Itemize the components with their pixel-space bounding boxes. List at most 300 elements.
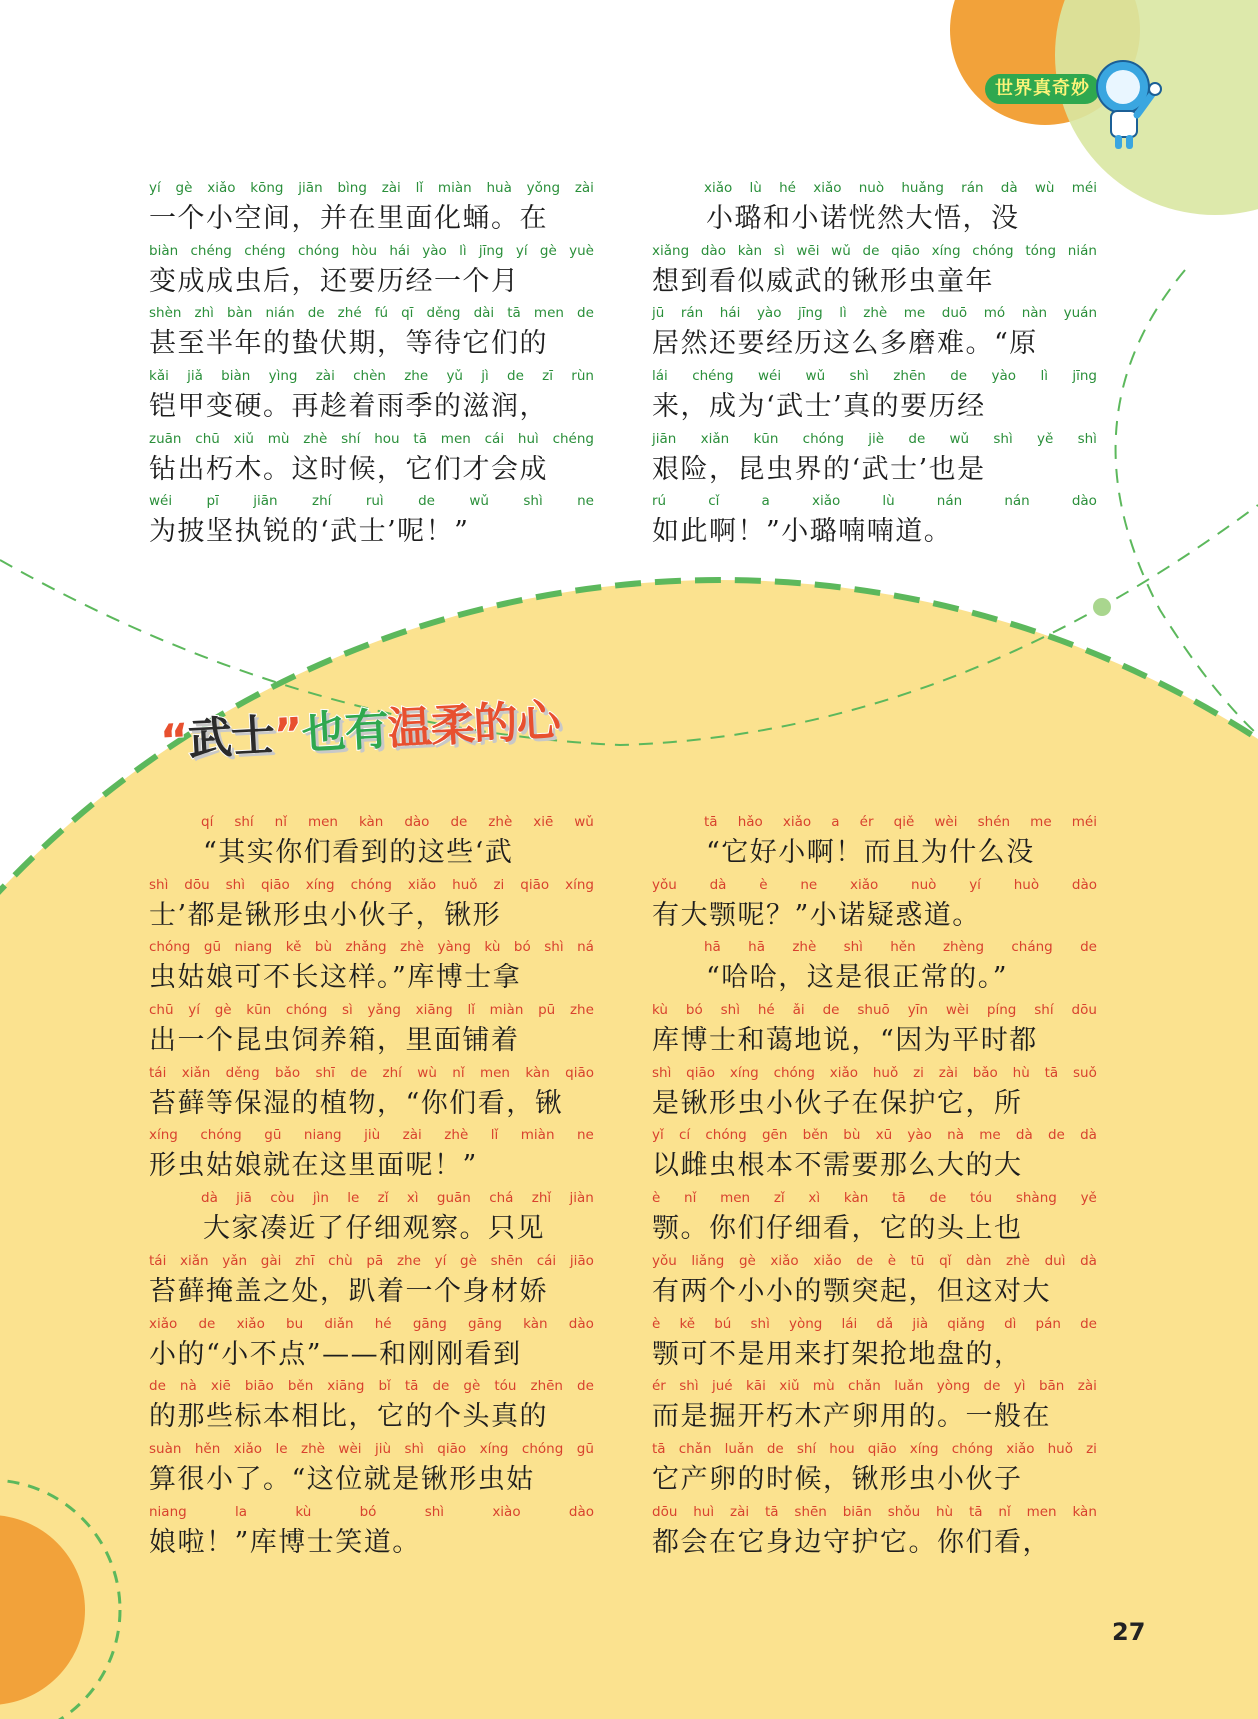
pinyin-syllable: hòu	[351, 242, 377, 259]
pinyin-line	[149, 303, 594, 323]
pinyin-syllable: de	[950, 368, 968, 385]
pinyin-syllable: kàn	[358, 814, 384, 830]
pinyin-syllable: biàn	[149, 242, 179, 259]
pinyin-syllable: zhǎng	[345, 939, 387, 956]
pinyin-syllable: yào	[907, 1127, 932, 1144]
pinyin-syllable: duì	[1044, 1252, 1066, 1269]
pinyin-syllable: me	[1030, 814, 1052, 830]
pinyin-syllable: wéi	[758, 368, 782, 385]
pinyin-line	[652, 241, 1097, 261]
chinese-text: 来，成为‘武士’真的要历经	[652, 391, 986, 423]
pinyin-syllable: de	[862, 242, 880, 259]
pinyin-syllable: men	[440, 430, 471, 447]
text-line	[652, 1125, 1097, 1188]
pinyin-syllable: yǎn	[222, 1252, 248, 1269]
pinyin-syllable: xíng	[931, 242, 961, 259]
pinyin-syllable: de	[1047, 1127, 1065, 1144]
pinyin-syllable: xì	[808, 1190, 821, 1207]
text-line	[652, 937, 1097, 1000]
title-wushi: 武士	[186, 710, 276, 766]
pinyin-syllable: bù	[314, 939, 333, 956]
pinyin-syllable: lǐ	[467, 1002, 475, 1019]
pinyin-syllable: xiē	[533, 814, 554, 830]
pinyin-syllable: dōu	[184, 876, 210, 893]
pinyin-syllable: nán	[1004, 493, 1030, 510]
text-line	[652, 1502, 1097, 1565]
pinyin-syllable: kāi	[746, 1378, 766, 1395]
pinyin-syllable: yǐ	[652, 1127, 664, 1144]
pinyin-syllable: běn	[802, 1127, 829, 1144]
pinyin-syllable: wèi	[945, 1002, 969, 1019]
pinyin-syllable: xíng	[149, 1127, 178, 1144]
text-line	[149, 1502, 594, 1565]
pinyin-syllable: wù	[417, 1064, 437, 1081]
pinyin-syllable: chéng	[244, 242, 286, 259]
pinyin-syllable: jià	[912, 1315, 929, 1332]
pinyin-line	[149, 1000, 594, 1020]
pinyin-syllable: běn	[287, 1378, 314, 1395]
pinyin-syllable: dà	[1015, 1127, 1033, 1144]
section-badge: 世界真奇妙	[985, 74, 1100, 104]
pinyin-syllable: le	[275, 1440, 288, 1457]
pinyin-syllable: xiǎo	[704, 180, 733, 196]
pinyin-syllable: qí	[201, 814, 214, 830]
chinese-text: 形虫姑娘就在这里面呢！”	[149, 1150, 478, 1182]
title-quote-close: ”	[272, 708, 304, 761]
pinyin-syllable: yǔ	[446, 368, 463, 385]
text-column-1	[149, 178, 594, 554]
pinyin-syllable: xiǎo	[770, 1252, 799, 1269]
pinyin-syllable: zhè	[488, 814, 513, 830]
pinyin-syllable: yí	[188, 1002, 200, 1019]
pinyin-line	[149, 1125, 594, 1145]
pinyin-syllable: chóng	[285, 1002, 328, 1019]
pinyin-syllable: xiǎo	[813, 1252, 842, 1269]
chinese-text: “其实你们看到的这些‘武	[203, 837, 514, 868]
text-line	[149, 241, 594, 304]
pinyin-line	[652, 1376, 1097, 1396]
pinyin-syllable: lǐ	[490, 1127, 499, 1144]
chinese-text: 一个小空间，并在里面化蛹。在	[149, 203, 548, 234]
chinese-text: 小的“小不点”——和刚刚看到	[149, 1338, 522, 1370]
pinyin-syllable: ér	[652, 1378, 666, 1395]
pinyin-syllable: jīng	[798, 305, 823, 322]
text-line	[652, 1251, 1097, 1314]
pinyin-syllable: kě	[285, 939, 302, 956]
pinyin-syllable: de	[577, 305, 594, 322]
pinyin-syllable: dà	[709, 876, 727, 893]
pinyin-syllable: jiān	[253, 493, 278, 510]
pinyin-syllable: zhī	[295, 1252, 315, 1269]
pinyin-syllable: xíng	[909, 1440, 939, 1457]
pinyin-syllable: nuò	[858, 180, 885, 196]
text-line	[149, 937, 594, 1000]
pinyin-syllable: dài	[473, 305, 495, 322]
chinese-text: 铠甲变硬。再趁着雨季的滋润，	[149, 391, 548, 423]
pinyin-syllable: xiǎo	[813, 180, 842, 196]
text-line	[149, 1439, 594, 1502]
pinyin-syllable: xiǔ	[779, 1378, 800, 1395]
pinyin-syllable: huò	[1013, 876, 1040, 893]
pinyin-syllable: kù	[652, 1002, 668, 1019]
pinyin-syllable: miàn	[437, 180, 472, 196]
pinyin-syllable: zhè	[863, 305, 888, 322]
pinyin-syllable: ne	[800, 876, 818, 893]
text-line	[149, 1376, 594, 1439]
chinese-text: 娘啦！”库博士笑道。	[149, 1526, 421, 1558]
pinyin-syllable: jiè	[868, 430, 885, 447]
pinyin-syllable: zhēn	[893, 368, 926, 385]
pinyin-syllable: zhè	[1006, 1252, 1030, 1269]
pinyin-syllable: yǒu	[652, 1252, 677, 1269]
pinyin-syllable: men	[307, 814, 338, 830]
pinyin-syllable: wèi	[338, 1440, 362, 1457]
pinyin-line	[149, 241, 594, 261]
pinyin-syllable: zài	[1077, 1378, 1097, 1395]
text-line	[652, 491, 1097, 554]
pinyin-line	[652, 875, 1097, 895]
pinyin-syllable: gè	[738, 1252, 756, 1269]
pinyin-syllable: de	[350, 1064, 368, 1081]
pinyin-syllable: zi	[1086, 1440, 1097, 1457]
pinyin-syllable: zhè	[301, 1440, 325, 1457]
title-rest: 温柔的心	[386, 695, 561, 756]
text-line	[149, 875, 594, 938]
pinyin-syllable: děng	[225, 1064, 260, 1081]
pinyin-syllable: de	[766, 1440, 784, 1457]
text-line	[652, 875, 1097, 938]
pinyin-syllable: men	[479, 1064, 510, 1081]
pinyin-syllable: hā	[748, 939, 765, 956]
pinyin-syllable: gè	[460, 1252, 477, 1269]
chinese-text: 小璐和小诺恍然大悟，没	[706, 203, 1020, 234]
chinese-text: 为披坚执锐的‘武士’呢！”	[149, 516, 470, 548]
pinyin-syllable: shì	[544, 939, 564, 956]
pinyin-syllable: xū	[875, 1127, 893, 1144]
chinese-text: “它好小啊！而且为什么没	[706, 837, 1035, 868]
pinyin-syllable: chóng	[951, 1440, 994, 1457]
pinyin-syllable: cái	[536, 1252, 557, 1269]
pinyin-syllable: gè	[463, 1378, 481, 1395]
pinyin-syllable: chóng	[802, 430, 845, 447]
pinyin-syllable: chóng	[972, 242, 1014, 259]
chinese-text: 艰险，昆虫界的‘武士’也是	[652, 453, 986, 485]
text-line	[652, 429, 1097, 492]
pinyin-syllable: xiǎo	[829, 1064, 859, 1081]
pinyin-syllable: kūn	[246, 1002, 272, 1019]
pinyin-syllable: me	[903, 305, 926, 322]
pinyin-syllable: shì	[424, 1503, 445, 1520]
pinyin-syllable: tū	[910, 1252, 925, 1269]
pinyin-syllable: zǐ	[377, 1190, 389, 1207]
text-column-4	[652, 812, 1097, 1564]
pinyin-syllable: jiǎ	[187, 368, 203, 385]
pinyin-syllable: gū	[203, 939, 222, 956]
pinyin-syllable: jiù	[364, 1127, 381, 1144]
text-line	[149, 303, 594, 366]
pinyin-syllable: yòng	[936, 1378, 971, 1395]
pinyin-syllable: wèi	[934, 814, 958, 830]
pinyin-line	[652, 1063, 1097, 1083]
pinyin-syllable: fú	[374, 305, 389, 322]
pinyin-syllable: ne	[577, 1127, 594, 1144]
pinyin-syllable: shēn	[794, 1503, 827, 1520]
pinyin-syllable: kàn	[1072, 1503, 1097, 1520]
pinyin-syllable: xì	[406, 1190, 419, 1207]
pinyin-line	[149, 1376, 594, 1396]
pinyin-syllable: zài	[315, 368, 335, 385]
pinyin-syllable: tā	[968, 1503, 983, 1520]
pinyin-syllable: è	[887, 1252, 896, 1269]
pinyin-syllable: bù	[843, 1127, 861, 1144]
text-column-3	[149, 812, 594, 1564]
pinyin-syllable: gè	[539, 242, 557, 259]
pinyin-line	[149, 1439, 594, 1459]
pinyin-line	[652, 178, 1097, 198]
pinyin-syllable: shí	[1034, 1002, 1054, 1019]
pinyin-syllable: de	[577, 1378, 594, 1395]
pinyin-syllable: ǎi	[792, 1002, 805, 1019]
pinyin-syllable: gài	[260, 1252, 282, 1269]
pinyin-syllable: lì	[839, 305, 847, 322]
pinyin-syllable: jiān	[298, 180, 323, 196]
pinyin-syllable: lù	[749, 180, 762, 196]
pinyin-syllable: shī	[315, 1064, 335, 1081]
chinese-text: 的那些标本相比，它的个头真的	[149, 1401, 548, 1433]
pinyin-syllable: nà	[947, 1127, 964, 1144]
text-column-2	[652, 178, 1097, 554]
pinyin-syllable: nuò	[911, 876, 937, 893]
pinyin-syllable: xiāng	[415, 1002, 453, 1019]
pinyin-syllable: zhè	[400, 939, 425, 956]
pinyin-syllable: bàn	[227, 305, 253, 322]
pinyin-syllable: xiǎo	[407, 876, 437, 893]
pinyin-syllable: tóng	[1025, 242, 1057, 259]
pinyin-syllable: shén	[977, 814, 1011, 830]
chinese-text: 颚。你们仔细看，它的头上也	[652, 1213, 1023, 1245]
pinyin-syllable: wǔ	[574, 814, 594, 830]
pinyin-syllable: méi	[1071, 180, 1097, 196]
pinyin-syllable: kōng	[250, 180, 284, 196]
chinese-text: 是锹形虫小伙子在保护它，所	[652, 1087, 1023, 1119]
pinyin-syllable: tā	[507, 305, 521, 322]
text-line	[149, 1000, 594, 1063]
pinyin-syllable: è	[759, 876, 768, 893]
text-line	[149, 178, 594, 241]
pinyin-syllable: shì	[404, 1440, 424, 1457]
pinyin-syllable: shí	[234, 814, 254, 830]
pinyin-line	[652, 937, 1097, 957]
pinyin-syllable: de	[450, 814, 468, 830]
pinyin-syllable: tā	[413, 430, 427, 447]
pinyin-line	[149, 178, 594, 198]
pinyin-syllable: còu	[270, 1190, 295, 1207]
text-line	[149, 1063, 594, 1126]
pinyin-syllable: tā	[764, 1503, 779, 1520]
pinyin-syllable: nǐ	[274, 814, 287, 830]
pinyin-line	[652, 491, 1097, 511]
pinyin-syllable: chǎn	[848, 1378, 881, 1395]
pinyin-syllable: hou	[374, 430, 400, 447]
text-line	[652, 366, 1097, 429]
text-line	[652, 812, 1097, 875]
pinyin-syllable: píng	[986, 1002, 1017, 1019]
pinyin-syllable: jīng	[1072, 368, 1097, 385]
pinyin-syllable: chóng	[350, 876, 392, 893]
chinese-text: 苔藓掩盖之处，趴着一个身材娇	[149, 1275, 548, 1307]
pinyin-syllable: yǎng	[367, 1002, 401, 1019]
pinyin-line	[652, 812, 1097, 832]
pinyin-syllable: dào	[1071, 876, 1097, 893]
pinyin-syllable: diǎn	[324, 1315, 354, 1332]
pinyin-line	[149, 1502, 594, 1522]
pinyin-syllable: shì	[750, 1315, 770, 1332]
pinyin-syllable: huǎng	[901, 180, 944, 196]
pinyin-syllable: kàn	[523, 1315, 548, 1332]
pinyin-syllable: la	[235, 1503, 248, 1520]
pinyin-syllable: qiāo	[867, 1440, 897, 1457]
pinyin-syllable: shì	[523, 493, 543, 510]
pinyin-syllable: xiǎo	[207, 180, 236, 196]
pinyin-syllable: shì	[843, 939, 863, 956]
pinyin-syllable: niang	[234, 939, 273, 956]
pinyin-syllable: nǐ	[998, 1503, 1011, 1520]
pinyin-syllable: dào	[700, 242, 726, 259]
pinyin-syllable: qiāo	[437, 1440, 467, 1457]
pinyin-syllable: qiāo	[565, 1064, 594, 1081]
pinyin-syllable: hěn	[890, 939, 916, 956]
text-line	[652, 303, 1097, 366]
pinyin-syllable: jū	[652, 305, 665, 322]
pinyin-syllable: gāng	[468, 1315, 502, 1332]
pinyin-syllable: wéi	[149, 493, 173, 510]
text-line	[652, 1376, 1097, 1439]
pinyin-syllable: shí	[796, 1440, 817, 1457]
pinyin-syllable: qiǎng	[947, 1315, 985, 1332]
text-line	[149, 812, 594, 875]
pinyin-syllable: chá	[489, 1190, 514, 1207]
small-green-dot	[1093, 598, 1111, 616]
pinyin-syllable: chóng	[773, 1064, 815, 1081]
pinyin-syllable: cháng	[1011, 939, 1053, 956]
pinyin-syllable: zài	[381, 180, 401, 196]
pinyin-syllable: wǔ	[469, 493, 489, 510]
chinese-text: 变成成虫后，还要历经一个月	[149, 265, 520, 297]
pinyin-syllable: sì	[342, 1002, 353, 1019]
chinese-text: 都会在它身边守护它。你们看，	[652, 1526, 1051, 1558]
pinyin-syllable: yí	[515, 242, 528, 259]
pinyin-line	[652, 1502, 1097, 1522]
pinyin-line	[652, 1314, 1097, 1334]
pinyin-line	[149, 812, 594, 832]
pinyin-syllable: xíng	[305, 876, 335, 893]
chinese-text: 有大颚呢？”小诺疑惑道。	[652, 899, 981, 931]
pinyin-syllable: de	[418, 493, 435, 510]
pinyin-syllable: kù	[484, 939, 501, 956]
pinyin-syllable: zi	[913, 1064, 924, 1081]
pinyin-syllable: dào	[568, 1315, 594, 1332]
pinyin-syllable: huǒ	[1047, 1440, 1073, 1457]
pinyin-syllable: men	[1026, 1503, 1057, 1520]
pinyin-syllable: chéng	[552, 430, 594, 447]
pinyin-syllable: jìn	[312, 1190, 329, 1207]
pinyin-syllable: hái	[389, 242, 410, 259]
pinyin-syllable: de	[507, 368, 524, 385]
pinyin-syllable: tóu	[969, 1190, 993, 1207]
pinyin-syllable: bǎo	[275, 1064, 301, 1081]
pinyin-syllable: biāo	[244, 1378, 274, 1395]
chinese-text: 如此啊！”小璐喃喃道。	[652, 516, 953, 548]
pinyin-syllable: de	[307, 305, 325, 322]
pinyin-syllable: yě	[1080, 1190, 1097, 1207]
pinyin-syllable: dà	[1080, 1252, 1097, 1269]
pinyin-syllable: chù	[328, 1252, 353, 1269]
pinyin-syllable: lì	[1040, 368, 1048, 385]
pinyin-syllable: biàn	[221, 368, 251, 385]
pinyin-syllable: qiāo	[891, 242, 920, 259]
pinyin-syllable: méi	[1071, 814, 1097, 830]
pinyin-syllable: de	[822, 1002, 840, 1019]
pinyin-syllable: yí	[969, 876, 981, 893]
pinyin-syllable: miàn	[489, 1002, 524, 1019]
pinyin-syllable: zǐ	[773, 1190, 785, 1207]
pinyin-syllable: chū	[149, 1002, 174, 1019]
pinyin-syllable: jiā	[236, 1190, 252, 1207]
pinyin-line	[149, 1063, 594, 1083]
pinyin-syllable: chóng	[521, 1440, 564, 1457]
pinyin-syllable: zhì	[194, 305, 214, 322]
pinyin-syllable: rán	[961, 180, 984, 196]
pinyin-syllable: qī	[401, 305, 414, 322]
pinyin-syllable: pán	[1035, 1315, 1061, 1332]
pinyin-syllable: shì	[149, 876, 169, 893]
pinyin-syllable: zhe	[569, 1002, 594, 1019]
pinyin-syllable: qiāo	[260, 876, 290, 893]
astronaut-robot-icon	[1085, 55, 1165, 151]
pinyin-syllable: gēn	[761, 1127, 788, 1144]
pinyin-syllable: yǒng	[526, 180, 561, 196]
pinyin-line	[149, 366, 594, 386]
chinese-text: 虫姑娘可不长这样。”库博士拿	[149, 962, 522, 994]
pinyin-syllable: de	[929, 1190, 947, 1207]
pinyin-syllable: hé	[757, 1002, 775, 1019]
page-number: 27	[1112, 1618, 1146, 1646]
pinyin-syllable: xiǎn	[181, 1064, 211, 1081]
pinyin-syllable: bìng	[337, 180, 367, 196]
text-line	[652, 1000, 1097, 1063]
pinyin-syllable: pā	[366, 1252, 384, 1269]
pinyin-syllable: shǒu	[887, 1503, 921, 1520]
pinyin-syllable: xiào	[492, 1503, 521, 1520]
chinese-text: “哈哈，这是很正常的。”	[706, 962, 1009, 994]
pinyin-syllable: mù	[812, 1378, 835, 1395]
pinyin-syllable: zhè	[444, 1127, 469, 1144]
pinyin-syllable: guān	[436, 1190, 471, 1207]
pinyin-syllable: bǎo	[972, 1064, 998, 1081]
pinyin-syllable: zài	[574, 180, 594, 196]
pinyin-syllable: zhí	[382, 1064, 402, 1081]
pinyin-syllable: xiǔ	[233, 430, 254, 447]
pinyin-syllable: luǎn	[724, 1440, 754, 1457]
pinyin-syllable: zhí	[312, 493, 332, 510]
pinyin-syllable: dǎ	[876, 1315, 894, 1332]
pinyin-syllable: shèn	[149, 305, 182, 322]
chinese-text: 士’都是锹形虫小伙子，锹形	[149, 899, 502, 931]
pinyin-syllable: me	[979, 1127, 1001, 1144]
pinyin-syllable: xiǎo	[849, 876, 879, 893]
pinyin-syllable: wù	[1034, 180, 1055, 196]
pinyin-syllable: nǐ	[684, 1190, 697, 1207]
